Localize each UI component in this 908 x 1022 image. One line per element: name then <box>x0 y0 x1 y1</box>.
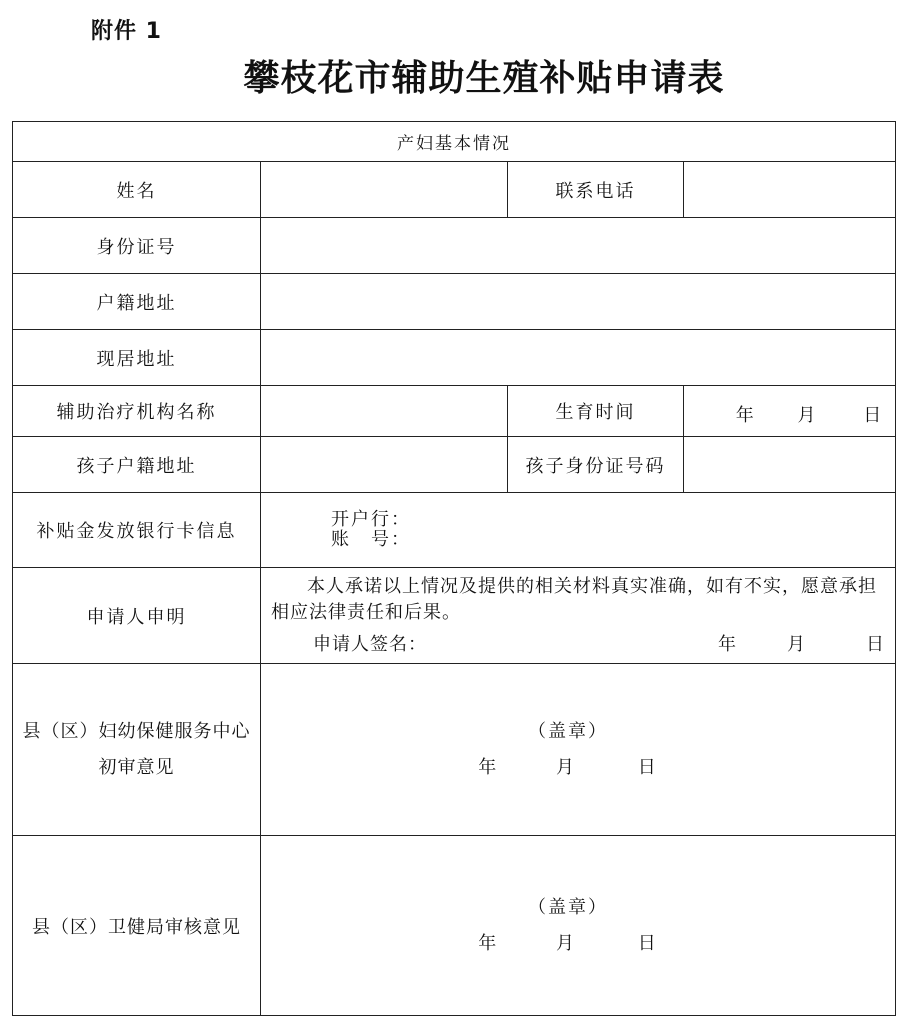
sign-year: 年 <box>718 634 737 655</box>
health-day: 日 <box>637 932 658 954</box>
birth-time-month: 月 <box>797 405 818 426</box>
county-health-label: 县（区）卫健局审核意见 <box>13 836 261 1016</box>
health-year: 年 <box>478 932 499 954</box>
name-label: 姓名 <box>13 162 261 218</box>
phone-field[interactable] <box>684 162 896 218</box>
birth-time-day: 日 <box>863 405 884 426</box>
center-day: 日 <box>637 756 658 778</box>
current-address-label: 现居地址 <box>13 330 261 386</box>
health-stamp: （盖章） <box>528 896 608 918</box>
id-field[interactable] <box>261 218 896 274</box>
institution-field[interactable] <box>261 386 508 437</box>
child-household-label: 孩子户籍地址 <box>13 437 261 493</box>
center-month: 月 <box>556 756 576 778</box>
center-year: 年 <box>478 756 499 778</box>
sign-day: 日 <box>866 634 885 655</box>
health-month: 月 <box>556 932 576 954</box>
bank-account-label: 账 号： <box>331 529 411 550</box>
child-id-field[interactable] <box>684 437 896 493</box>
sign-month: 月 <box>787 634 806 655</box>
phone-label: 联系电话 <box>508 162 684 218</box>
application-form-table <box>12 121 896 1016</box>
bank-label: 补贴金发放银行卡信息 <box>13 493 261 568</box>
child-household-field[interactable] <box>261 437 508 493</box>
current-address-field[interactable] <box>261 330 896 386</box>
birth-time-year: 年 <box>735 405 756 426</box>
form-title: 攀枝花市辅助生殖补贴申请表 <box>243 58 725 99</box>
section-title: 产妇基本情况 <box>13 122 896 162</box>
signature-label: 申请人签名： <box>313 634 427 655</box>
id-label: 身份证号 <box>13 218 261 274</box>
county-health-opinion[interactable] <box>261 836 896 1016</box>
declaration-field[interactable] <box>261 568 896 664</box>
declaration-label: 申请人申明 <box>13 568 261 664</box>
bank-field[interactable] <box>261 493 896 568</box>
bank-open-label: 开户行： <box>331 509 411 530</box>
county-center-label-line1: 县（区）妇幼保健服务中心 <box>22 720 251 742</box>
center-stamp: （盖章） <box>528 720 608 742</box>
county-center-label <box>13 664 261 836</box>
birth-time-field[interactable] <box>684 386 896 437</box>
institution-label: 辅助治疗机构名称 <box>13 386 261 437</box>
name-field[interactable] <box>261 162 508 218</box>
declaration-text: 本人承诺以上情况及提供的相关材料真实准确，如有不实，愿意承担相应法律责任和后果。 <box>271 576 877 623</box>
household-address-field[interactable] <box>261 274 896 330</box>
household-address-label: 户籍地址 <box>13 274 261 330</box>
county-center-opinion[interactable] <box>261 664 896 836</box>
attachment-label: 附件 1 <box>91 19 162 44</box>
birth-time-label: 生育时间 <box>508 386 684 437</box>
county-center-label-line2: 初审意见 <box>98 756 175 778</box>
child-id-label: 孩子身份证号码 <box>508 437 684 493</box>
